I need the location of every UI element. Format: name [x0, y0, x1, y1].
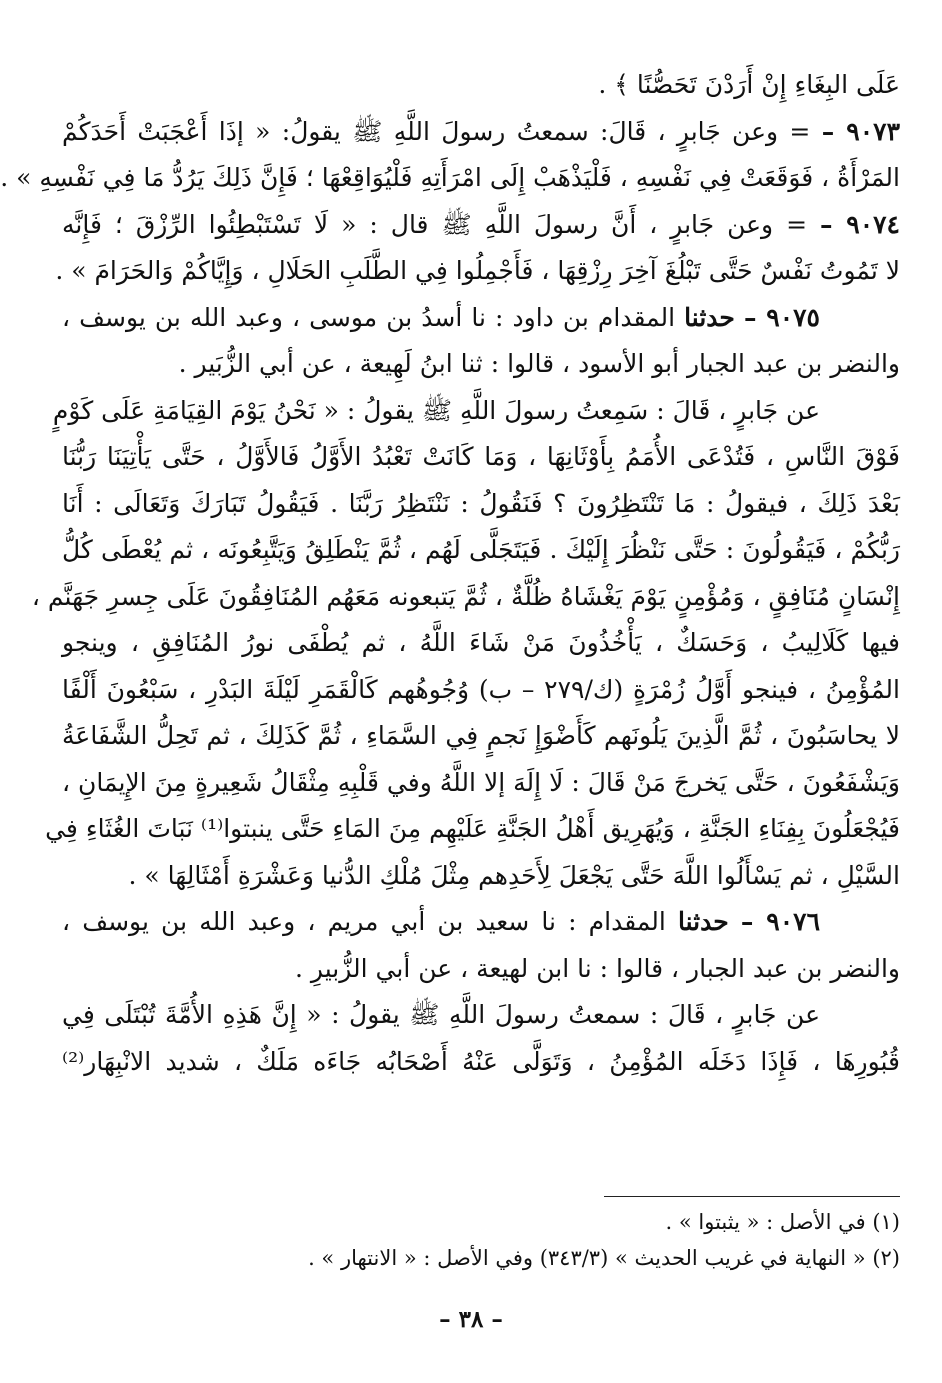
page-number: – ٣٨ – [439, 1306, 503, 1333]
hadith-9075-line: ٩٠٧٥ – حدثنا المقدام بن داود : نا أسدُ بن موسى ، وعبد الله بن يوسف ، [62, 302, 820, 332]
text-line: وَيَشْفَعُونَ ، حَتَّى يَخرجَ مَنْ قَالَ : لَا إِلَهَ إلا اللَّهُ وفي قَلْبِهِ مِثْقَالُ شَعِيرةٍ مِنَ الإِيمَانِ ، [62, 767, 900, 797]
text-line: رَبُّكُمْ ، فَيَقُولُونَ : حَتَّى نَنْظُرَ إِلَيْكَ . فَيَتَجَلَّى لَهُم ، ثُمَّ يَنْطَلِقُ وَيَتَّبِعُونَه ، ثم يُعْطَى كُلُّ [62, 535, 900, 564]
hadith-number: ٩٠٧٦ – [740, 907, 820, 936]
text-line: السَّيْلِ ، ثم يَسْأَلُوا اللَّهَ حَتَّى يَجْعَلَ لِأَحَدِهم مِثْلَ مُلْكِ الدُّنيا وَعَشْرَةِ أَمْثَالِهَا » . [128, 860, 900, 890]
text-line: عن جَابرٍ ، قَالَ : سمعتُ رسولَ اللَّهِ ﷺ يقولُ : « إِنَّ هَذِهِ الأُمَّةَ تُبْتَلَى فِي [62, 1000, 820, 1029]
text-line: فَوْقَ النَّاسِ ، فَتُدْعَى الأُمَمُ بِأَوْثَانِهَا ، وَمَا كَانَتْ تَعْبُدُ الأَوَّلُ فَالأَوَّلُ ، حَتَّى يَأْتِيَنَا رَبُّنَا [62, 442, 900, 471]
text-line: والنضر بن عبد الجبار ، قالوا : نا ابن لهيعة ، عن أبي الزُّبيرِ . [295, 953, 900, 983]
text-line: المَرْأَةُ ، فَوَقَعَتْ فِي نَفْسِهِ ، فَلْيَذْهَبْ إِلَى امْرَأَتِهِ فَلْيُوَاقِعْهَا ؛ فَإِنَّ ذَلِكَ يَرُدُّ مَا فِي نَفْسِهِ » . [0, 163, 900, 192]
text-line: المُؤْمِنُ ، فينجو أَوَّلُ زُمْرَةٍ (ك/٢٧٩ – ب) وُجُوهُهم كَالْقَمَرِ لَيْلَةَ البَدْرِ ، سَبْعُونَ أَلْفًا [62, 674, 900, 704]
hadith-9073-line: ٩٠٧٣ – = وعن جَابرٍ ، قَالَ: سمعتُ رسولَ اللَّهِ ﷺ يقولُ: « إذَا أَعْجَبَتْ أَحَدَكُمْ [62, 116, 900, 146]
footnote-divider [604, 1196, 900, 1197]
text-line: فيها كَلَالِيبُ ، وَحَسَكٌ ، يَأْخُذُونَ مَنْ شَاءَ اللَّهُ ، ثم يُطْفَى نورُ المُنَافِقِ ، وينجو [62, 628, 900, 657]
text-line: فَيُجْعَلُونَ بِفِنَاءِ الجَنَّةِ ، وَيُهَرِيق أَهْلُ الجَنَّةِ عَلَيْهِم مِنَ المَاءِ حَتَّى ينبتوا⁽¹⁾ نَبَاتَ الغُثَاءِ فِي [45, 814, 900, 843]
text-line: لا يحاسَبُونَ ، ثُمَّ الَّذِينَ يَلُونَهم كَأَضْوَإِ نَجمٍ فِي السَّمَاءِ ، ثُمَّ كَذَلِكَ ، ثم تَحِلُّ الشَّفَاعَةُ [62, 721, 900, 750]
hadith-9076-line: ٩٠٧٦ – حدثنا المقدام : نا سعيد بن أبي مريم ، وعبد الله بن يوسف ، [62, 907, 820, 936]
haddathana-keyword: حدثنا [684, 302, 735, 332]
main-text [0, 62, 900, 1085]
footnote-2: (٢) « النهاية في غريب الحديث » (٣٤٣/٣) وفي الأصل : « الانتهار » . [308, 1246, 900, 1270]
text-line: قُبُورِهَا ، فَإِذَا دَخَلَه المُؤْمِنُ ، وَتَوَلَّى عَنْهُ أَصْحَابُه جَاءَه مَلَكٌ ، شديد الانْبِهَار⁽²⁾ [62, 1046, 900, 1076]
haddathana-keyword: حدثنا [678, 907, 729, 936]
hadith-number: ٩٠٧٤ – [820, 209, 900, 239]
hadith-number: ٩٠٧٥ – [743, 302, 820, 332]
text-line: إِنْسَانٍ مُنَافِقٍ ، وَمُؤْمِنٍ يَوْمَ يَغْشَاهُ ظُلَّةٌ ، ثُمَّ يَتبعونه مَعَهُم المُنَافِقُونَ عَلَى جِسرِ جَهَنَّم ، [31, 581, 900, 611]
text-line: عن جَابرٍ ، قَالَ : سَمِعتُ رسولَ اللَّهِ ﷺ يقولُ : « نَحْنُ يَوْمَ القِيَامَةِ عَلَى كَوْمٍ [52, 395, 820, 425]
footnotes [100, 1204, 900, 1276]
hadith-9074-line: ٩٠٧٤ – = وعن جَابرٍ ، أَنَّ رسولَ اللَّهِ ﷺ قال : « لَا تَسْتَبْطِئُوا الرِّزْقَ ؛ فَإِنَّه [62, 209, 900, 239]
footnote-1: (١) في الأصل : « يثبتوا » . [665, 1210, 900, 1234]
text-line: عَلَى البِغَاءِ إِنْ أَرَدْنَ تَحَصُّنًا ﴾ . [598, 70, 900, 99]
hadith-number: ٩٠٧٣ – [821, 116, 900, 146]
text-line: لا تَمُوتُ نَفْسٌ حَتَّى تَبْلُغَ آخِرَ رِزْقِهَا ، فَأَجْمِلُوا فِي الطَّلَبِ الحَلَالِ ، وَإِيَّاكُمْ وَالحَرَامَ » . [55, 256, 900, 285]
text-line: بَعْدَ ذَلِكَ ، فيقولُ : مَا تَنْتَظِرُونَ ؟ فَنَقُولُ : نَنْتَظِرُ رَبَّنَا . فَيَقُولُ تَبَارَكَ وَتَعَالَى : أَنَا [62, 488, 900, 518]
text-line: والنضر بن عبد الجبار أبو الأسود ، قالوا : ثنا ابنُ لَهِيعة ، عن أبي الزُّبَير . [178, 349, 900, 378]
